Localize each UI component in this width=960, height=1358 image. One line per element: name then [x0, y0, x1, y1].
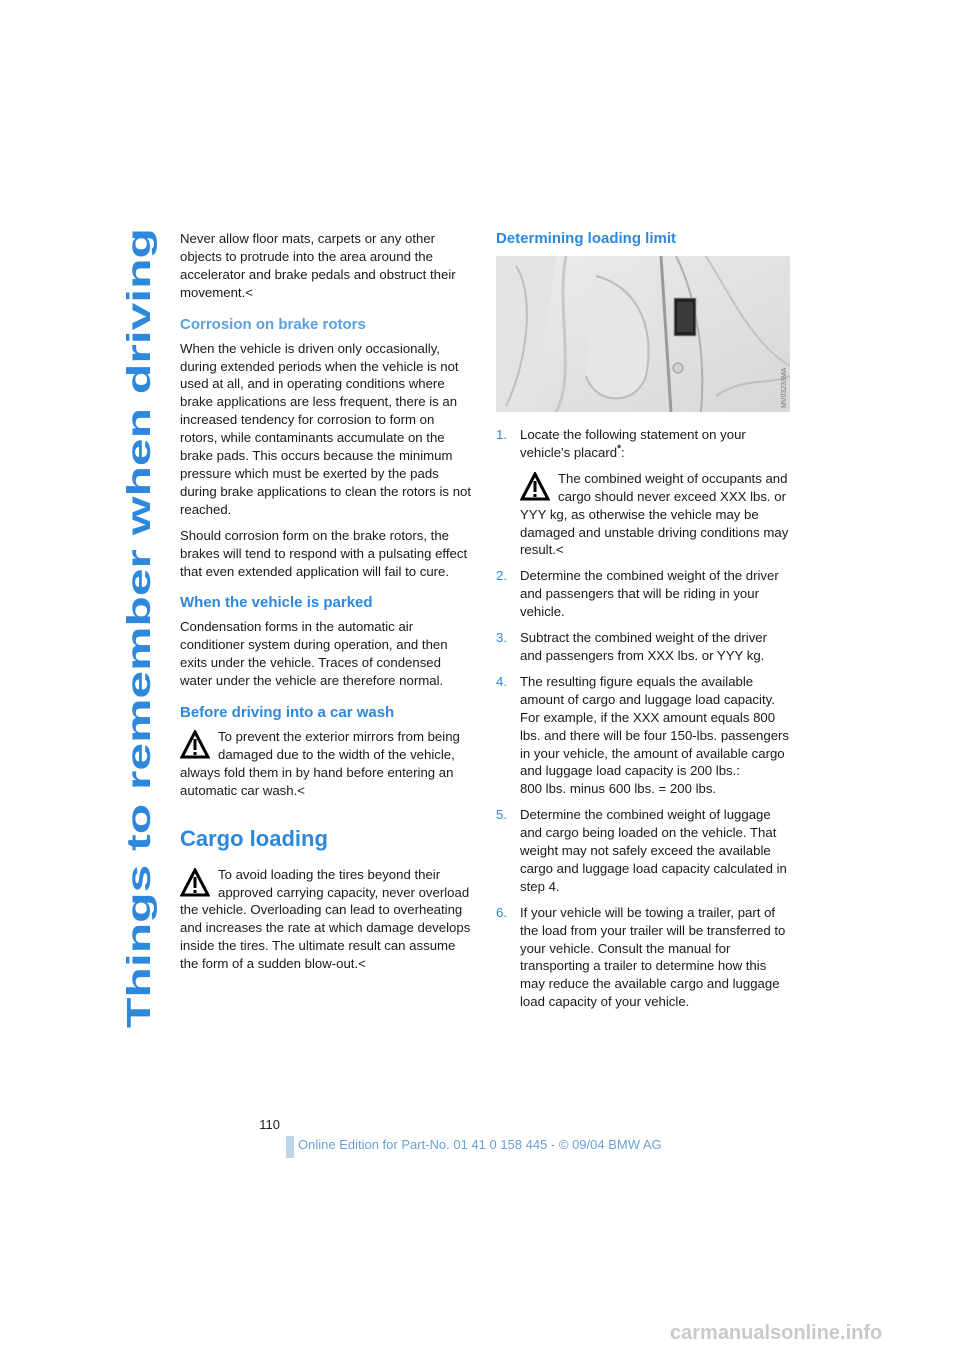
- cargo-warning-text: To avoid loading the tires beyond their approved carrying capacity, never overload the vehicle. Overloading can lead to overheating and increases the rate at which damage develops inside the tires. The ultimate result can assume the form of a sudden blow-out.<: [180, 866, 471, 972]
- parked-heading: When the vehicle is parked: [180, 594, 373, 612]
- carwash-warning: [180, 728, 472, 800]
- list-item: [496, 629, 792, 665]
- step-number: 6.: [496, 904, 507, 920]
- right-column: [496, 230, 792, 1019]
- step-suffix: :: [620, 444, 625, 460]
- carwash-warning-text: To prevent the exterior mirrors from being damaged due to the width of the vehicle, always fold them in by hand before entering an automatic car wash.<: [180, 729, 460, 798]
- parked-paragraph: Condensation forms in the automatic air conditioner system during operation, and then exits under the vehicle. Traces of condensed water under the vehicle are therefore normal.: [180, 619, 448, 689]
- step-number: 3.: [496, 630, 507, 646]
- step-number: 5.: [496, 807, 507, 823]
- warning-triangle-icon: [180, 868, 210, 898]
- step-text: Subtract the combined weight of the driver and passengers from XXX lbs. or YYY kg.: [520, 630, 768, 663]
- watermark: carmanualsonline.info: [670, 1322, 883, 1344]
- footer-edition: Online Edition for Part-No. 01 41 0 158 445 - © 09/04 BMW AG: [298, 1137, 662, 1152]
- sidebar-title: [112, 228, 162, 1028]
- cargo-warning: [180, 866, 472, 973]
- footer-bar: [286, 1136, 294, 1158]
- corrosion-paragraph-2: Should corrosion form on the brake rotors, the brakes will tend to respond with a pulsating effect that even extended application will fail to cure.: [180, 527, 468, 579]
- step-text: If your vehicle will be towing a trailer, part of the load from your trailer will be transferred to your vehicle. Consult the manual for transporting a trailer to determine how this may reduce the available cargo and luggage load capacity of your vehicle.: [520, 904, 786, 1010]
- step-number: 1.: [496, 427, 507, 442]
- placard-warning: [520, 470, 792, 560]
- step-text: Locate the following statement on your vehicle's placard: [520, 427, 746, 460]
- cargo-heading: Cargo loading: [180, 825, 328, 851]
- step-example: 800 lbs. minus 600 lbs. = 200 lbs.: [520, 781, 717, 797]
- carwash-heading: Before driving into a car wash: [180, 704, 395, 722]
- corrosion-heading: Corrosion on brake rotors: [180, 315, 366, 333]
- corrosion-paragraph-1: When the vehicle is driven only occasionally, during extended periods when the vehicle is not used at all, and in operating conditions where brake applications are less frequent, there is an increased tendency for corrosion to form on rotors, while contaminants accumulate on the brake pads. This occurs because the minimum pressure which must be exerted by the pads during brake applications to clean the rotors is not reached.: [180, 340, 472, 517]
- step-number: 4.: [496, 673, 507, 689]
- list-item: [496, 426, 792, 559]
- photo-code: MV03233MA: [781, 367, 788, 408]
- list-item: [496, 567, 792, 621]
- step-text: Determine the combined weight of the driver and passengers that will be riding in your vehicle.: [520, 568, 779, 620]
- loading-limit-heading: Determining loading limit: [496, 230, 677, 247]
- warning-triangle-icon: [180, 730, 210, 760]
- step-number: 2.: [496, 568, 507, 584]
- left-column: [180, 230, 472, 981]
- warning-triangle-icon: [520, 472, 550, 502]
- loading-steps-list: [496, 426, 792, 1011]
- door-jamb-placard-photo: [496, 256, 790, 412]
- asterisk-marker: *: [617, 443, 621, 455]
- placard-warning-text: The combined weight of occupants and cargo should never exceed XXX lbs. or YYY kg, as otherwise the vehicle may be damaged and unstable driving conditions may result.<: [520, 470, 789, 558]
- sidebar-title-text: Things to remember when driving: [120, 498, 157, 1028]
- list-item: [496, 904, 792, 1011]
- list-item: [496, 673, 792, 798]
- step-text: The resulting figure equals the available amount of cargo and luggage load capacity. For example, if the XXX amount equals 800 lbs. and there will be four 150-lbs. passengers in your vehicle, the amount of available cargo and luggage load capacity is 200 lbs.:: [520, 673, 790, 779]
- step-text: Determine the combined weight of luggage and cargo being loaded on the vehicle. That weight may not safely exceed the available cargo and luggage load capacity calculated in step 4.: [520, 807, 787, 894]
- intro-paragraph: Never allow floor mats, carpets or any other objects to protrude into the area around the accelerator and brake pedals and obstruct their movement.<: [180, 231, 456, 300]
- page-number: 110: [259, 1117, 280, 1132]
- list-item: [496, 806, 792, 896]
